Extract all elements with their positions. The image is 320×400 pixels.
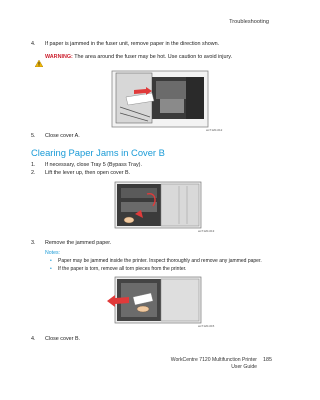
note-1-bullet: •	[50, 258, 52, 264]
step-b3-text: Remove the jammed paper.	[45, 240, 112, 246]
step-b4-number: 4.	[31, 336, 36, 342]
step-b1-text: If necessary, close Tray 5 (Bypass Tray).	[45, 162, 142, 168]
running-header: Troubleshooting	[229, 19, 269, 25]
figure-cover-b-lever	[103, 180, 213, 230]
warning-icon	[35, 54, 43, 61]
warning-label: WARNING:	[45, 54, 73, 60]
step-5-text: Close cover A.	[45, 133, 80, 139]
footer-product-name: WorkCentre 7120 Multifunction Printer	[170, 357, 257, 363]
step-b4-text: Close cover B.	[45, 336, 81, 342]
footer-product	[171, 357, 257, 371]
step-4-number: 4.	[31, 41, 36, 47]
step-4-text: If paper is jammed in the fuser unit, remove paper in the direction shown.	[45, 41, 220, 47]
note-2-bullet: •	[50, 266, 52, 272]
section-title: Clearing Paper Jams in Cover B	[31, 147, 165, 158]
figure-remove-paper-cover-b	[103, 275, 213, 325]
step-b2-text: Lift the lever up, then open cover B.	[45, 170, 131, 176]
step-b1-number: 1.	[31, 162, 36, 168]
step-b2-number: 2.	[31, 170, 36, 176]
figure-3-code: wc7120-015	[198, 324, 215, 328]
step-5-number: 5.	[31, 133, 36, 139]
notes-heading: Notes:	[45, 250, 60, 256]
step-b3-number: 3.	[31, 240, 36, 246]
warning-line	[45, 54, 232, 61]
footer-guide: User Guide	[231, 364, 257, 370]
figure-1-code: wc7120-012	[206, 128, 223, 132]
page-number: 185	[263, 357, 272, 363]
figure-2-code: wc7120-013	[198, 229, 215, 233]
note-1-text: Paper may be jammed inside the printer. Inspect thoroughly and remove any jammed paper.	[58, 258, 262, 264]
note-2-text: If the paper is torn, remove all torn pieces from the printer.	[58, 266, 187, 272]
warning-text: The area around the fuser may be hot. Use caution to avoid injury.	[74, 54, 233, 60]
